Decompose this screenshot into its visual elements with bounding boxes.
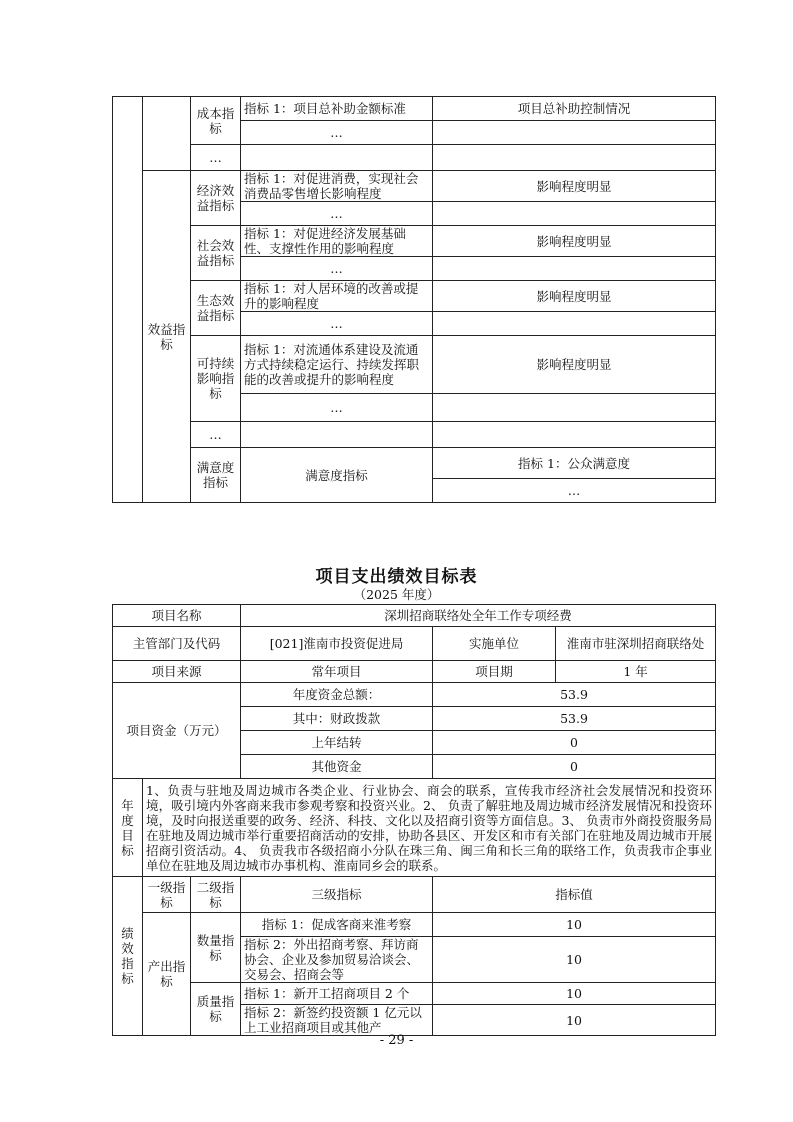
impl-unit-label: 实施单位	[433, 627, 556, 661]
first-column-cell	[113, 97, 143, 503]
funds-row-label: 其中：财政拨款	[241, 707, 433, 731]
indicator-text: 指标 2：外出招商考察、拜访商协会、企业及参加贸易洽谈会、交易会、招商会等	[241, 937, 433, 983]
page-subtitle: （2025 年度）	[353, 587, 440, 602]
funds-row-value: 0	[433, 731, 716, 755]
project-name-value: 深圳招商联络处全年工作专项经费	[241, 605, 716, 627]
quantity-indicator-label: 数量指标	[191, 913, 241, 983]
indicator-value: 10	[433, 983, 716, 1005]
page-number: - 29 -	[379, 1033, 414, 1048]
indicator-text: 指标 1：对促进经济发展基础性、支撑性作用的影响程度	[241, 226, 433, 257]
sustain-indicator-label: 可持续影响指标	[191, 336, 241, 422]
funds-row-value: 0	[433, 755, 716, 779]
funds-row-label: 其他资金	[241, 755, 433, 779]
indicator-text: 指标 1：对流通体系建设及流通方式持续稳定运行、持续发挥职能的改善或提升的影响程度	[241, 336, 433, 394]
period-label: 项目期	[433, 661, 556, 683]
social-indicator-label: 社会效益指标	[191, 226, 241, 281]
indicator-text: 指标 1：新开工招商项目 2 个	[241, 983, 433, 1005]
funds-row-label: 年度资金总额：	[241, 683, 433, 707]
annual-goal-label: 年度目标	[113, 779, 143, 877]
satisfaction-level2-label: 满意度指标	[241, 448, 433, 503]
indicator-value	[433, 257, 716, 281]
impl-unit-value: 淮南市驻深圳招商联络处	[556, 627, 716, 661]
indicator-value: 影响程度明显	[433, 336, 716, 394]
indicator-value	[433, 394, 716, 422]
period-value: 1 年	[556, 661, 716, 683]
perf-indicator-label: 绩效指标	[113, 877, 143, 1036]
funds-row-value: 53.9	[433, 707, 716, 731]
indicator-value: 10	[433, 937, 716, 983]
dept-value: [021]淮南市投资促进局	[241, 627, 433, 661]
indicator-text: 指标 1：公众满意度	[433, 448, 716, 479]
indicator-value: 影响程度明显	[433, 281, 716, 312]
funds-label: 项目资金（万元）	[113, 683, 241, 779]
ecology-indicator-label: 生态效益指标	[191, 281, 241, 336]
page-title: 项目支出绩效目标表	[315, 567, 478, 587]
source-value: 常年项目	[241, 661, 433, 683]
header-level2: 二级指标	[191, 877, 241, 913]
indicator-text: …	[241, 394, 433, 422]
indicator-value	[433, 312, 716, 336]
indicator-text: 指标 1：对促进消费，实现社会消费品零售增长影响程度	[241, 171, 433, 202]
indicator-table-continued	[112, 96, 716, 503]
indicator-value: 10	[433, 1005, 716, 1036]
ellipsis-cell: …	[191, 145, 241, 171]
performance-target-table	[112, 604, 716, 1036]
header-level1: 一级指标	[143, 877, 191, 913]
indicator-text: …	[241, 202, 433, 226]
cost-indicator-label: 成本指标	[191, 97, 241, 145]
indicator-value: 影响程度明显	[433, 226, 716, 257]
source-label: 项目来源	[113, 661, 241, 683]
indicator-text: …	[241, 121, 433, 145]
project-name-label: 项目名称	[113, 605, 241, 627]
indicator-value: 影响程度明显	[433, 171, 716, 202]
indicator-text: …	[433, 479, 716, 503]
indicator-value	[433, 121, 716, 145]
indicator-text: 指标 1：项目总补助金额标准	[241, 97, 433, 121]
indicator-text: 指标 1：促成客商来淮考察	[241, 913, 433, 937]
indicator-value	[433, 202, 716, 226]
funds-row-value: 53.9	[433, 683, 716, 707]
indicator-text: 指标 1：对人居环境的改善或提升的影响程度	[241, 281, 433, 312]
funds-row-label: 上年结转	[241, 731, 433, 755]
indicator-value: 项目总补助控制情况	[433, 97, 716, 121]
indicator-value: 10	[433, 913, 716, 937]
indicator-text: …	[241, 312, 433, 336]
output-indicator-label: 产出指标	[143, 913, 191, 1036]
dept-label: 主管部门及代码	[113, 627, 241, 661]
satisfaction-level1-label: 满意度指标	[191, 448, 241, 503]
quality-indicator-label: 质量指标	[191, 983, 241, 1036]
benefit-indicator-label: 效益指标	[143, 171, 191, 503]
level1-blank-cell	[143, 97, 191, 171]
header-value: 指标值	[433, 877, 716, 913]
indicator-text: …	[241, 257, 433, 281]
ellipsis-cell: …	[191, 422, 241, 448]
header-level3: 三级指标	[241, 877, 433, 913]
economic-indicator-label: 经济效益指标	[191, 171, 241, 226]
annual-goal-text: 1、负责与驻地及周边城市各类企业、行业协会、商会的联系，宣传我市经济社会发展情况和投资环境，吸引境内外客商来我市参观考察和投资兴业。2、 负责了解驻地及周边城市经济发展情况和投资环境，及时向报送重要的政务、经济、科技、文化以及招商引资等方面信息。3、 负责市外商投资服务局在驻地及周边城市举行重要招商活动的安排，协助各县区、开发区和市有关部门在驻地及周边城市开展招商引资活动。4、 负责我市各级招商小分队在珠三角、闽三角和长三角的联络工作，负责我市企事业单位在驻地及周边城市办事机构、淮南同乡会的联系。	[143, 779, 716, 877]
indicator-text: 指标 2：新签约投资额 1 亿元以上工业招商项目或其他产	[241, 1005, 433, 1036]
